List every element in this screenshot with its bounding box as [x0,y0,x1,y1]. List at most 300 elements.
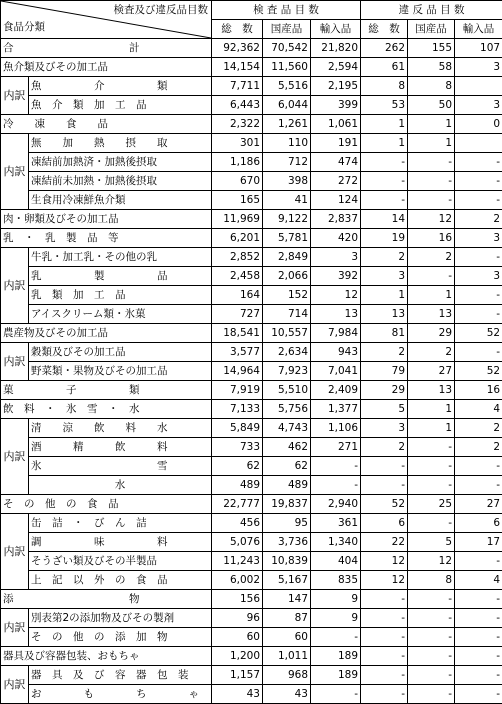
table-cell: - [455,153,502,172]
table-cell: 399 [311,96,361,115]
table-cell: 96 [212,609,263,628]
header-ihan-total: 総 数 [361,20,408,39]
table-cell: 1,011 [263,647,311,666]
table-cell: 489 [212,476,263,495]
subcategory-label: 牛乳・加工乳・その他の乳 [29,248,212,267]
table-cell: 5,167 [263,571,311,590]
table-cell: 92,362 [212,39,263,58]
table-cell: 1,061 [311,115,361,134]
table-cell: 52 [361,495,408,514]
header-kensa-import: 輸入品 [311,20,361,39]
table-cell: - [361,609,408,628]
table-cell: - [408,666,455,685]
category-label: 農産物及びその加工品 [1,324,212,343]
table-cell: 3 [361,419,408,438]
table-cell: 1,186 [212,153,263,172]
table-cell: - [455,609,502,628]
table-cell: 58 [408,58,455,77]
table-cell: - [455,552,502,571]
uchiwake-label: 内訳 [1,609,29,647]
subcategory-label: 生食用冷凍鮮魚介類 [29,191,212,210]
uchiwake-label: 内訳 [1,666,29,704]
table-cell: 2,195 [311,77,361,96]
header-corner-cell [1,1,212,39]
table-cell: - [455,457,502,476]
table-cell: 6,201 [212,229,263,248]
table-cell: 7,919 [212,381,263,400]
subcategory-label: そ の 他 の 添 加 物 [29,628,212,647]
table-cell: 9 [311,590,361,609]
table-cell: 62 [263,457,311,476]
table-row-subcategory [1,172,502,191]
table-cell: 404 [311,552,361,571]
table-cell: 7,133 [212,400,263,419]
table-row-subcategory [1,438,502,457]
table-cell: 398 [263,172,311,191]
table-cell: - [455,628,502,647]
table-cell: 1 [408,134,455,153]
table-cell: 1 [408,419,455,438]
table-cell: 712 [263,153,311,172]
table-cell: 5,756 [263,400,311,419]
table-cell: 1,261 [263,115,311,134]
table-cell: 1,340 [311,533,361,552]
category-label: 菓 子 類 [1,381,212,400]
table-cell: 13 [311,305,361,324]
subcategory-label: 清 涼 飲 料 水 [29,419,212,438]
table-cell: 4 [455,571,502,590]
header-kensa-total: 総 数 [212,20,263,39]
table-row-subcategory [1,96,502,115]
table-cell: 6,044 [263,96,311,115]
table-cell: 0 [455,115,502,134]
table-cell: 6,443 [212,96,263,115]
table-cell: 2 [455,438,502,457]
table-cell: 156 [212,590,263,609]
table-row-category [1,58,502,77]
table-cell: 7,711 [212,77,263,96]
table-cell: 6 [361,514,408,533]
table-cell: 272 [311,172,361,191]
subcategory-label: 野菜類・果物及びその加工品 [29,362,212,381]
table-cell: 3,577 [212,343,263,362]
table-cell: 1 [361,286,408,305]
table-cell: - [455,248,502,267]
table-cell: 6 [455,514,502,533]
subcategory-label: 上 記 以 外 の 食 品 [29,571,212,590]
corner-top-label: 検査及び違反品目数 [114,3,209,17]
table-cell: 22,777 [212,495,263,514]
table-cell: 189 [311,647,361,666]
table-cell: 164 [212,286,263,305]
table-cell: - [311,476,361,495]
table-cell: 3 [455,229,502,248]
table-row-subcategory [1,286,502,305]
table-cell: 3 [455,267,502,286]
uchiwake-label: 内訳 [1,419,29,495]
table-cell: 2,594 [311,58,361,77]
subcategory-label: 無 加 熱 摂 取 [29,134,212,153]
table-body [1,1,502,704]
table-cell: 27 [408,362,455,381]
table-cell: 21,820 [311,39,361,58]
category-label: 肉・卵類及びその加工品 [1,210,212,229]
table-cell: 95 [263,514,311,533]
subcategory-label: 缶 詰 ・ び ん 詰 [29,514,212,533]
table-cell: 14,154 [212,58,263,77]
table-cell: 5,849 [212,419,263,438]
table-cell: 4 [455,400,502,419]
subcategory-label: 穀類及びその加工品 [29,343,212,362]
table-row-subcategory [1,77,502,96]
subcategory-label: 乳 製 品 [29,267,212,286]
header-kensa-group: 検 査 品 目 数 [212,1,361,20]
table-cell: 2 [361,438,408,457]
subcategory-label: 凍結前加熱済・加熱後摂取 [29,153,212,172]
table-row-subcategory [1,267,502,286]
header-row-1 [1,1,502,20]
table-cell: 14 [361,210,408,229]
uchiwake-label: 内訳 [1,248,29,324]
table-cell: 727 [212,305,263,324]
table-row-subcategory [1,343,502,362]
table-cell: 165 [212,191,263,210]
table-cell: 70,542 [263,39,311,58]
table-cell: 2 [455,210,502,229]
table-cell: 19,837 [263,495,311,514]
table-cell: 61 [361,58,408,77]
table-cell: - [361,191,408,210]
table-cell: 7,984 [311,324,361,343]
subcategory-label: 水 [29,476,212,495]
table-cell: - [455,172,502,191]
table-cell: 52 [455,362,502,381]
table-row-subcategory [1,457,502,476]
table-cell: 5 [361,400,408,419]
table-cell: 10,557 [263,324,311,343]
table-cell: - [408,191,455,210]
category-label: 器具及び容器包装、おもちゃ [1,647,212,666]
table-cell: 4,743 [263,419,311,438]
table-cell: - [361,172,408,191]
category-label: 魚介類及びその加工品 [1,58,212,77]
subcategory-label: 器 具 及 び 容 器 包 装 [29,666,212,685]
table-cell: 8 [408,571,455,590]
table-row-subcategory [1,533,502,552]
table-cell [455,77,502,96]
uchiwake-label: 内訳 [1,343,29,381]
table-cell: 110 [263,134,311,153]
table-cell: 489 [263,476,311,495]
table-cell: 13 [408,305,455,324]
table-cell: - [408,172,455,191]
table-row-category [1,39,502,58]
table-row-subcategory [1,362,502,381]
table-cell: 3 [455,58,502,77]
table-cell: 189 [311,666,361,685]
table-cell: - [455,343,502,362]
table-cell: 13 [361,305,408,324]
table-cell: 3 [455,96,502,115]
table-cell: 462 [263,438,311,457]
header-kensa-domestic: 国産品 [263,20,311,39]
table-cell: - [408,438,455,457]
table-cell: 6,002 [212,571,263,590]
table-cell: 19 [361,229,408,248]
table-cell: 733 [212,438,263,457]
table-cell: 2,940 [311,495,361,514]
table-cell: 50 [408,96,455,115]
header-ihan-domestic: 国産品 [408,20,455,39]
table-cell: 2,322 [212,115,263,134]
table-cell: 155 [408,39,455,58]
table-cell: 8 [408,77,455,96]
table-cell: 392 [311,267,361,286]
table-cell: 14,964 [212,362,263,381]
table-cell: 1 [361,115,408,134]
header-ihan-import: 輸入品 [455,20,502,39]
table-cell: 16 [408,229,455,248]
table-cell: 18,541 [212,324,263,343]
table-cell: 3 [311,248,361,267]
table-cell: 53 [361,96,408,115]
table-cell: 2,458 [212,267,263,286]
table-cell: 5,781 [263,229,311,248]
uchiwake-label: 内訳 [1,514,29,590]
category-label: 添 物 [1,590,212,609]
table-cell: 2,634 [263,343,311,362]
table-cell: 2,837 [311,210,361,229]
table-cell: - [408,476,455,495]
table-cell: - [408,267,455,286]
table-cell: 1,200 [212,647,263,666]
table-cell: - [311,457,361,476]
table-cell: 3 [361,267,408,286]
table-cell: 12 [311,286,361,305]
table-cell: 968 [263,666,311,685]
table-cell: 2 [361,248,408,267]
uchiwake-label: 内訳 [1,77,29,115]
table-row-category [1,590,502,609]
table-cell: 7,041 [311,362,361,381]
table-cell: 12 [361,552,408,571]
table-cell: - [455,647,502,666]
table-row-subcategory [1,153,502,172]
table-cell: 8 [361,77,408,96]
table-row-subcategory [1,552,502,571]
table-row-category [1,324,502,343]
table-cell: 60 [212,628,263,647]
corner-bottom-label: 食品分類 [3,20,45,34]
table-row-category [1,495,502,514]
subcategory-label: 酒 精 飲 料 [29,438,212,457]
table-cell: 2 [408,248,455,267]
table-cell: - [311,685,361,704]
table-cell: - [361,685,408,704]
table-row-category [1,647,502,666]
table-row-category [1,115,502,134]
table-cell: - [408,647,455,666]
table-cell: 9 [311,609,361,628]
table-cell: - [361,457,408,476]
table-row-category [1,229,502,248]
subcategory-label: そうざい類及びその半製品 [29,552,212,571]
table-cell: 5,510 [263,381,311,400]
table-cell: 1 [408,400,455,419]
table-cell: 3,736 [263,533,311,552]
table-cell: 52 [455,324,502,343]
table-row-subcategory [1,571,502,590]
table-cell: - [455,191,502,210]
table-cell: 43 [212,685,263,704]
table-row-subcategory [1,514,502,533]
table-cell: 22 [361,533,408,552]
table-cell: - [361,666,408,685]
table-cell: 62 [212,457,263,476]
table-cell: 262 [361,39,408,58]
table-cell: - [361,628,408,647]
table-cell: 714 [263,305,311,324]
table-cell: 60 [263,628,311,647]
subcategory-label: アイスクリーム類・氷菓 [29,305,212,324]
table-row-category [1,210,502,229]
table-cell: 2,409 [311,381,361,400]
table-cell: 1,377 [311,400,361,419]
table-cell: 301 [212,134,263,153]
table-row-subcategory [1,419,502,438]
table-cell: - [311,628,361,647]
table-cell [455,134,502,153]
table-cell: - [455,305,502,324]
table-row-subcategory [1,628,502,647]
table-cell: 1 [408,286,455,305]
category-label: 乳 ・ 乳 製 品 等 [1,229,212,248]
table-cell: 16 [455,381,502,400]
table-cell: 11,560 [263,58,311,77]
table-cell: 2 [408,343,455,362]
subcategory-label: 凍結前未加熱・加熱後摂取 [29,172,212,191]
table-cell: 43 [263,685,311,704]
table-cell: 943 [311,343,361,362]
table-cell: - [455,666,502,685]
table-cell: 2,852 [212,248,263,267]
table-cell: 1 [408,115,455,134]
table-cell: 2,066 [263,267,311,286]
table-cell: 9,122 [263,210,311,229]
table-cell: 5,516 [263,77,311,96]
table-row-subcategory [1,305,502,324]
table-cell: 271 [311,438,361,457]
table-row-subcategory [1,476,502,495]
category-label: 飲 料 ・ 氷 雪 ・ 水 [1,400,212,419]
category-label: そ の 他 の 食 品 [1,495,212,514]
table-cell: 29 [408,324,455,343]
table-cell: 152 [263,286,311,305]
table-cell: - [408,609,455,628]
table-cell: 25 [408,495,455,514]
table-cell: 11,969 [212,210,263,229]
table-cell: 13 [408,381,455,400]
table-cell: - [361,590,408,609]
table-cell: 17 [455,533,502,552]
table-cell: 29 [361,381,408,400]
subcategory-label: 調 味 料 [29,533,212,552]
table-cell: 11,243 [212,552,263,571]
table-row-subcategory [1,685,502,704]
table-row-subcategory [1,609,502,628]
table-cell: - [455,590,502,609]
subcategory-label: 魚 介 類 加 工 品 [29,96,212,115]
table-cell: 107 [455,39,502,58]
uchiwake-label: 内訳 [1,134,29,210]
table-cell: - [408,685,455,704]
table-cell: 670 [212,172,263,191]
table-cell: 87 [263,609,311,628]
table-cell: - [361,153,408,172]
table-cell: 191 [311,134,361,153]
table-row-category [1,400,502,419]
table-row-subcategory [1,191,502,210]
subcategory-label: 魚 介 類 [29,77,212,96]
header-ihan-group: 違 反 品 目 数 [361,1,502,20]
table-cell: 81 [361,324,408,343]
table-cell: 420 [311,229,361,248]
table-cell: 27 [455,495,502,514]
table-cell: 12 [361,571,408,590]
table-row-category [1,381,502,400]
table-cell: 10,839 [263,552,311,571]
table-cell: 7,923 [263,362,311,381]
table-cell: 41 [263,191,311,210]
subcategory-label: お も ち ゃ [29,685,212,704]
subcategory-label: 別表第2の添加物及びその製剤 [29,609,212,628]
table-cell: - [408,457,455,476]
table-cell: - [408,153,455,172]
table-cell: - [361,476,408,495]
table-cell: - [455,685,502,704]
table-cell: 835 [311,571,361,590]
table-cell: 124 [311,191,361,210]
table-row-subcategory [1,248,502,267]
table-cell: - [361,647,408,666]
table-row-subcategory [1,134,502,153]
category-label: 合 計 [1,39,212,58]
table-cell: 79 [361,362,408,381]
table-cell: 5,076 [212,533,263,552]
table-cell: 5 [408,533,455,552]
table-cell: - [408,628,455,647]
subcategory-label: 氷 雪 [29,457,212,476]
table-cell: 2 [361,343,408,362]
table-cell: 361 [311,514,361,533]
table-cell: 1,157 [212,666,263,685]
table-cell: 147 [263,590,311,609]
category-label: 冷 凍 食 品 [1,115,212,134]
table-cell: - [408,590,455,609]
table-cell: - [455,476,502,495]
table-cell: 456 [212,514,263,533]
table-cell: 12 [408,552,455,571]
table-cell: - [408,514,455,533]
table-cell: 474 [311,153,361,172]
table-cell: 1 [361,134,408,153]
table-cell: - [455,286,502,305]
table-cell: 2,849 [263,248,311,267]
table-cell: 1,106 [311,419,361,438]
table-cell: 12 [408,210,455,229]
table-cell: 2 [455,419,502,438]
subcategory-label: 乳 類 加 工 品 [29,286,212,305]
